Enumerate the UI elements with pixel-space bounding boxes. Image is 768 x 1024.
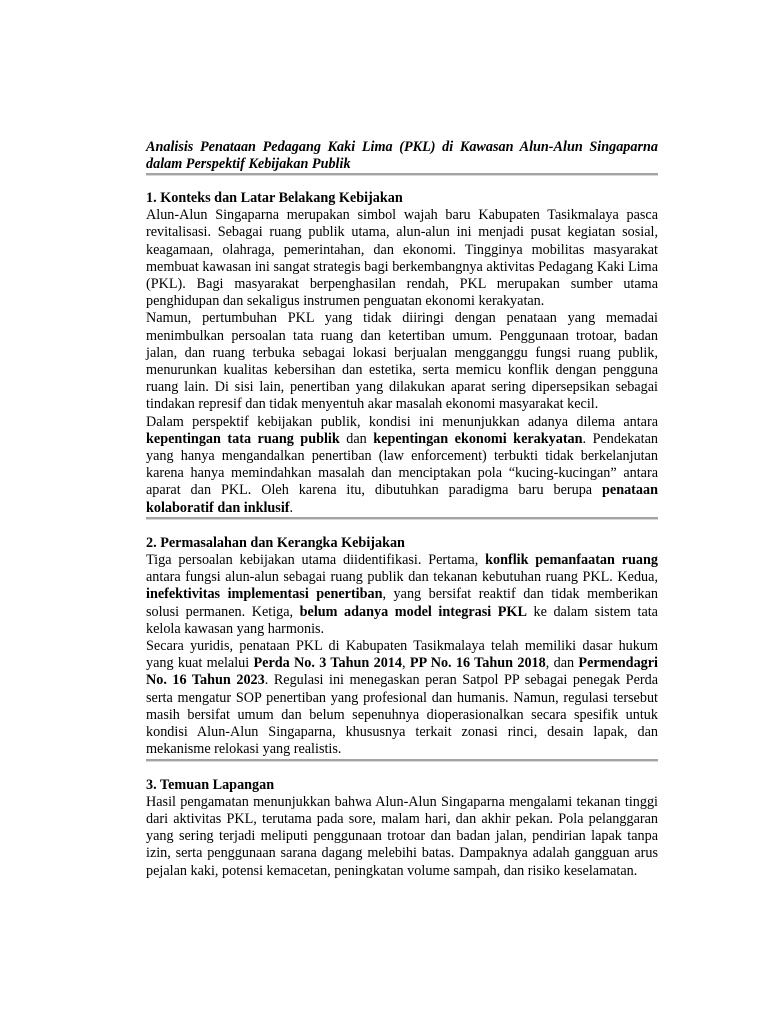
paragraph [146,638,658,758]
text-run: , dan [545,655,579,672]
text-run: Secara yuridis, penataan PKL di Kabupaten Tasikmalaya telah memiliki dasar hukum yang kuat melalui [146,638,658,672]
paragraph: Hasil pengamatan menunjukkan bahwa Alun-Alun Singaparna mengalami tekanan tinggi dari aktivitas PKL, terutama pada sore, malam hari, dan akhir pekan. Pola pelanggaran yang sering terjadi meliputi penggunaan trotoar dan badan jalan, pendirian lapak tanpa izin, serta penggunaan sarana dagang melebihi batas. Dampaknya adalah gangguan arus pejalan kaki, potensi kemacetan, peningkatan volume sampah, dan risiko keselamatan. [146,793,658,879]
section-heading: 3. Temuan Lapangan [146,776,275,793]
text-run: . Pendekatan yang hanya mengandalkan penertiban (law enforcement) terbukti tidak berkelanjutan karena hanya memindahkan masalah dan menciptakan pola “kucing-kucingan” antara aparat dan PKL. Oleh karena itu, dibutuhkan paradigma baru berupa [146,430,658,499]
section-problems [146,535,658,759]
section-heading: 1. Konteks dan Latar Belakang Kebijakan [146,190,403,206]
text-run: , yang bersifat reaktif dan tidak memberikan solusi permanen. Ketiga, [146,586,658,620]
text-run: Dalam perspektif kebijakan publik, kondisi ini menunjukkan adanya dilema antara [146,413,658,430]
bold-phrase: inefektivitas implementasi penertiban [146,586,383,603]
paragraph [146,552,658,638]
document-page [146,139,658,880]
text-run: Tiga persoalan kebijakan utama diidentifikasi. Pertama, [146,552,486,569]
bold-phrase: PP No. 16 Tahun 2018 [409,655,546,672]
bold-phrase: penataan kolaboratif dan inklusif [146,482,658,516]
text-run: ke dalam sistem tata kelola kawasan yang harmonis. [146,603,658,637]
paragraph [146,414,658,517]
text-run: , [401,655,410,672]
section-heading: 2. Permasalahan dan Kerangka Kebijakan [146,534,405,551]
paragraph: Namun, pertumbuhan PKL yang tidak diiringi dengan penataan yang memadai menimbulkan persoalan tata ruang dan ketertiban umum. Penggunaan trotoar, badan jalan, dan ruang terbuka sebagai lokasi berjualan mengganggu fungsi ruang publik, menurunkan kualitas kebersihan dan estetika, serta memicu konflik dengan pengguna ruang lain. Di sisi lain, penertiban yang dilakukan aparat sering dipersepsikan sebagai tindakan represif dan tidak menyentuh akar masalah ekonomi masyarakat kecil. [146,310,658,413]
text-run: antara fungsi alun-alun sebagai ruang publik dan tekanan kebutuhan ruang PKL. Kedua, [146,569,658,586]
text-run: dan [339,430,374,447]
paragraph: Alun-Alun Singaparna merupakan simbol wajah baru Kabupaten Tasikmalaya pasca revitalisasi. Sebagai ruang publik utama, alun-alun ini menjadi pusat kegiatan sosial, keagamaan, olahraga, pemerintahan, dan ekonomi. Tingginya mobilitas masyarakat membuat kawasan ini sangat strategis bagi berkembangnya aktivitas Pedagang Kaki Lima (PKL). Bagi masyarakat berpenghasilan rendah, PKL merupakan sumber utama penghidupan dan sekaligus instrumen penguatan ekonomi kerakyatan. [146,207,658,310]
bold-phrase: Perda No. 3 Tahun 2014 [253,655,402,672]
text-run: . [289,499,294,516]
text-run: . Regulasi ini menegaskan peran Satpol PP sebagai penegak Perda serta mengatur SOP penertiban yang profesional dan humanis. Namun, regulasi tersebut masih bersifat umum dan belum sepenuhnya dioperasionalkan secara spesifik untuk kondisi Alun-Alun Singaparna, khususnya terkait zonasi rinci, desain lapak, dan mekanisme relokasi yang realistis. [146,672,658,758]
document-title: Analisis Penataan Pedagang Kaki Lima (PKL) di Kawasan Alun-Alun Singaparna dalam Perspektif Kebijakan Publik [146,139,658,172]
bold-phrase: konflik pemanfaatan ruang [485,552,658,569]
section-findings [146,777,658,880]
bold-phrase: kepentingan ekonomi kerakyatan [373,430,583,447]
bold-phrase: Permendagri No. 16 Tahun 2023 [146,655,658,689]
bold-phrase: kepentingan tata ruang publik [146,430,340,447]
section-context [146,190,658,517]
bold-phrase: belum adanya model integrasi PKL [299,603,527,620]
